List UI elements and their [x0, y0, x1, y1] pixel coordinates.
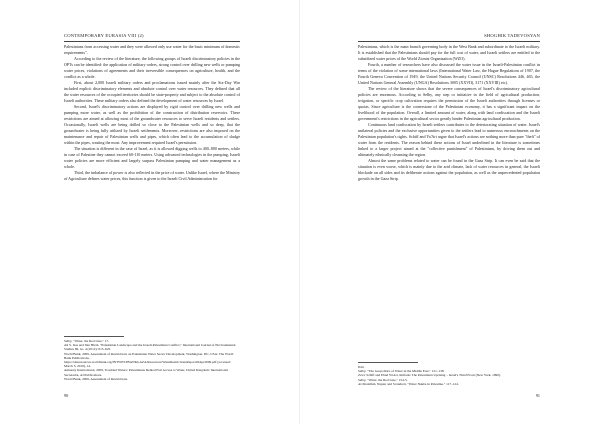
page-number: 90: [64, 393, 69, 398]
paragraph: According to the review of the literature, the following groups of Israeli discriminatory policies in the OPTs can be identified: the application of military orders, strong control over drilling new wells or pumping water prices, violations of agreements and their irreversible consequences on agriculture, health, and the conflict as a whole.: [64, 56, 240, 79]
footnote-rule: [64, 336, 124, 337]
footnotes: [64, 339, 240, 381]
paragraph: Fourth, a number of researchers have also discussed the water issue in the Israeli-Palestinian conflict in terms of the violation of some international laws (International Water Law, the Hague Regulations of 1907, the Fourth Geneva Convention of 1949, the United Nations Security Council (UNSC) Resolutions 446, 465, the United Nations General Assembly (UNGA) Resolutions 3005 (XXVII), 3171 (XXVIII) etc).: [358, 62, 540, 85]
paragraph: Palestinians from accessing water and they were allowed only use water for the basic minimum of domestic requirements".: [64, 44, 240, 55]
paragraph: Palestinians, which is the main branch governing body in the West Bank and subordinate to the Israeli military. It is established that the Palestinians should pay for the full cost of water, and Israeli settlers are entitled to the subsidized water prices of the World Zionist Organization (WZO).: [358, 44, 540, 61]
footnote: Selby, "Water, the Red Line," 17.: [64, 339, 109, 343]
footnotes: [358, 365, 540, 386]
footnote: Ze'ev Schiff and Ehud Ya'Ari, Intifada: The Palestinian Uprising – Israel's Third Front (New York, 1990).: [358, 373, 501, 378]
paragraph: The situation is different in the case of Israel, as it is allowed digging wells to 400–800 meters, while in case of Palestine they cannot exceed 60-110 meters. Using advanced technologies in the pumping, Israeli water policies are more efficient and largely surpass Palestinian pumping and water management as a whole.: [64, 146, 240, 169]
paragraph: Continuous land confiscation by Israeli settlers contributes to the deteriorating situation of water. Israel's unilateral policies and the exclusive opportunities given to the settlers lead to numerous encroachments on the Palestinian population's rights. Schiff and Ya'Ari argue that Israel's actions are nothing more than pure "theft" of water from the residents. The reason behind these actions of Israel underlined in the literature is sometimes linked to a larger project aimed at the "collective punishment" of Palestinians, by driving them out and ultimately ethnically cleansing the region.: [358, 122, 540, 157]
paragraph: Almost the same problems related to water can be found in the Gaza Strip. It can even be said that the situation is even worse, which is mainly due to the arid climate, lack of water resources in general, the Israeli blockade on all sides and its deliberate actions against the population, as well as the unprecedented population growth in the Gaza Strip.: [358, 158, 540, 181]
paragraph: Third, the imbalance of power is also reflected in the price of water. Unlike Israel, where the Ministry of Agriculture defines water prices, this function is given to the Israeli Civil Administration for: [64, 170, 240, 181]
footnote: Amnesty International, 2009, Troubled Waters: Palestinians Denied Fair Access to Water, United Kingdom: International Secretariat, AI Publications.: [64, 368, 228, 377]
footnote: Al-Shalalfeh, Napier and Scandrett, "Water Nakba in Palestine," 117–124.: [358, 381, 459, 386]
paragraph: Second, Israel's discriminatory actions are displayed by rigid control over drilling new wells and pumping more water, as well as the prohibition of the construction of distribution reservoirs. These restrictions are aimed at allowing most of the groundwater resources to serve Israeli residents and settlers. Occasionally, Israeli wells are being drilled so close to the Palestinian wells and so deep, that the groundwater is being fully utilized by Israeli settlements. Moreover, restrictions are also imposed on the maintenance and repair of Palestinian wells and pipes, which often lead to the accumulation of sludge within the pipes, wasting the most. Any improvement required Israel's permission.: [64, 104, 240, 145]
footnote-rule: [358, 362, 418, 363]
footnote: World Bank, 2009, Assessment of Restrictions on Palestinian Water Sector Development, Washington, DC, USA: The World Bank Publications, https://siteresources.worldbank.org/INTWESTBANKGAZA/Resources/WaterRestrictionsReport18Apr2009.pdf (accessed March 5, 2019), 14.: [64, 351, 234, 369]
right-page: [300, 0, 600, 424]
running-header: CONTEMPORARY EURASIA VIII (2): [64, 33, 144, 38]
body-text: [64, 44, 240, 182]
running-header: SHOGHIK TADEVOSYAN: [484, 33, 540, 38]
footnote: Ibid.: [358, 365, 365, 369]
paragraph: First, about 2,000 Israeli military orders and proclamations issued mainly after the Six-Day War included explicit discriminatory elements and absolute control over water resources. They defined that all the water resources of the occupied territories should be state-property and subject to the absolute control of Israeli authorities. These military orders also defined the development of water resources by Israel.: [64, 80, 240, 103]
footnote: World Bank, 2009, Assessment of Restrictions.: [64, 376, 128, 381]
header-rule: [358, 41, 540, 42]
paragraph: The review of the literature shows that the severe consequences of Israel's discriminatory agricultural policies are enormous. According to Selby, any step or initiative in the field of agricultural production, irrigation, or specific crop cultivation requires the permission of the Israeli authorities through licenses or quotas. Since agriculture is the cornerstone of the Palestinian economy, it has a significant impact on the livelihood of the population. Overall, a limited amount of water, along with land confiscation and the Israeli government's restrictions in the agricultural sector greatly hinder Palestinian agricultural production.: [358, 86, 540, 121]
footnote: Selby, "The Geopolitics of Water in the Middle East," 121–138.: [358, 369, 445, 374]
header-rule: [64, 41, 240, 42]
footnote: Ali S. Issa and Ilan Hirsh, "Palestinian Landscape and the Israeli-Palestinian Conflict," International Journal of Environmental Studies 69, no. 4 (2012): 615–625.: [64, 343, 236, 352]
footnote: Selby, "Water, the Red Line," 154-5.: [358, 377, 408, 382]
page-number: 91: [535, 393, 540, 398]
body-text: [358, 44, 540, 182]
